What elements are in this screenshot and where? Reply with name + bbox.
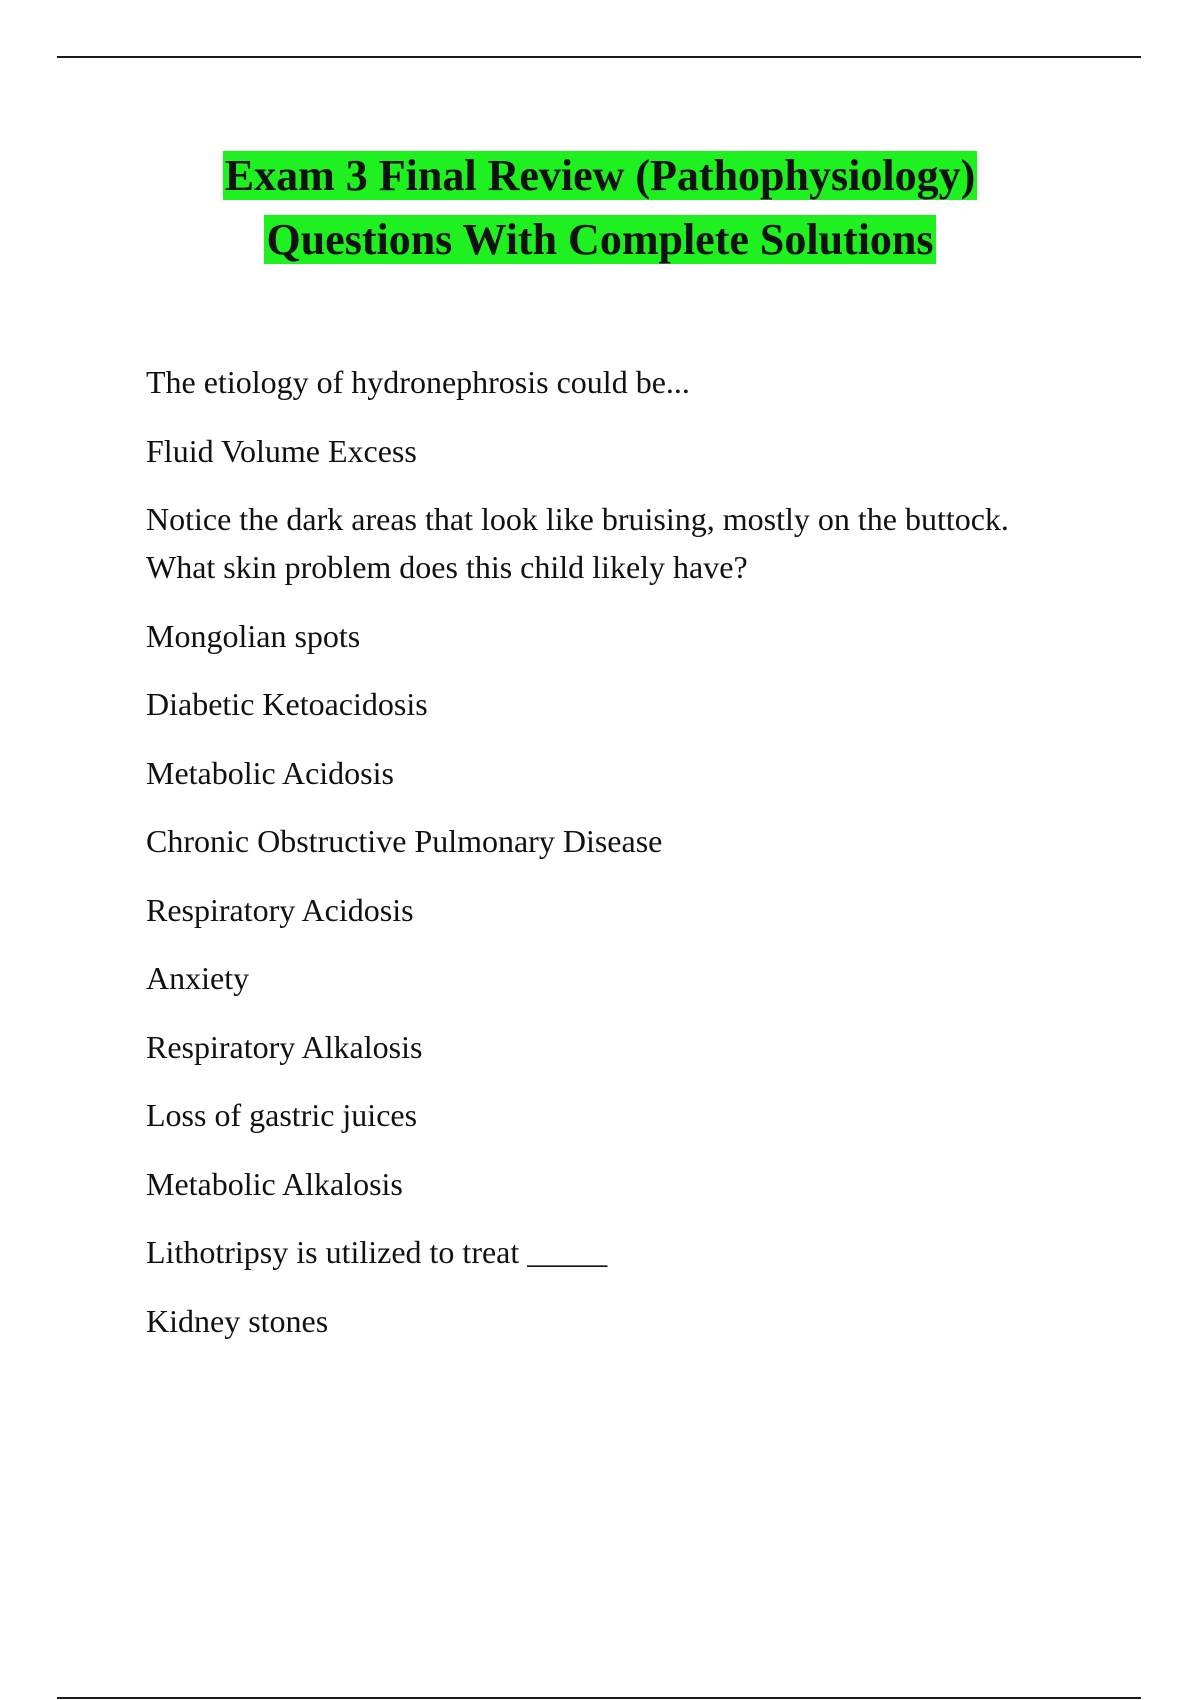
document-title bbox=[0, 144, 1200, 272]
list-item: Respiratory Alkalosis bbox=[146, 1028, 423, 1065]
list-item: Lithotripsy is utilized to treat _____ bbox=[146, 1234, 608, 1270]
list-item: Metabolic Acidosis bbox=[146, 754, 394, 791]
list-item: The etiology of hydronephrosis could be... bbox=[146, 364, 690, 400]
qa-list bbox=[146, 358, 1046, 1365]
title-line-1 bbox=[0, 144, 1200, 208]
list-item: Anxiety bbox=[146, 960, 250, 996]
list-item: Loss of gastric juices bbox=[146, 1097, 418, 1133]
list-item: Chronic Obstructive Pulmonary Disease bbox=[146, 823, 663, 859]
list-item: Metabolic Alkalosis bbox=[146, 1165, 403, 1202]
top-rule bbox=[57, 56, 1141, 58]
list-item: Fluid Volume Excess bbox=[146, 432, 417, 469]
list-item: Notice the dark areas that look like bruising, mostly on the buttock. What skin problem does this child likely have? bbox=[146, 501, 1009, 585]
list-item: Respiratory Acidosis bbox=[146, 891, 414, 928]
list-item: Kidney stones bbox=[146, 1302, 329, 1339]
bottom-rule bbox=[57, 1697, 1141, 1699]
title-line-2 bbox=[0, 208, 1200, 272]
title-line-2-text: Questions With Complete Solutions bbox=[266, 215, 934, 264]
list-item: Mongolian spots bbox=[146, 617, 361, 654]
title-line-1-text: Exam 3 Final Review (Pathophysiology) bbox=[224, 151, 976, 200]
list-item: Diabetic Ketoacidosis bbox=[146, 686, 428, 722]
